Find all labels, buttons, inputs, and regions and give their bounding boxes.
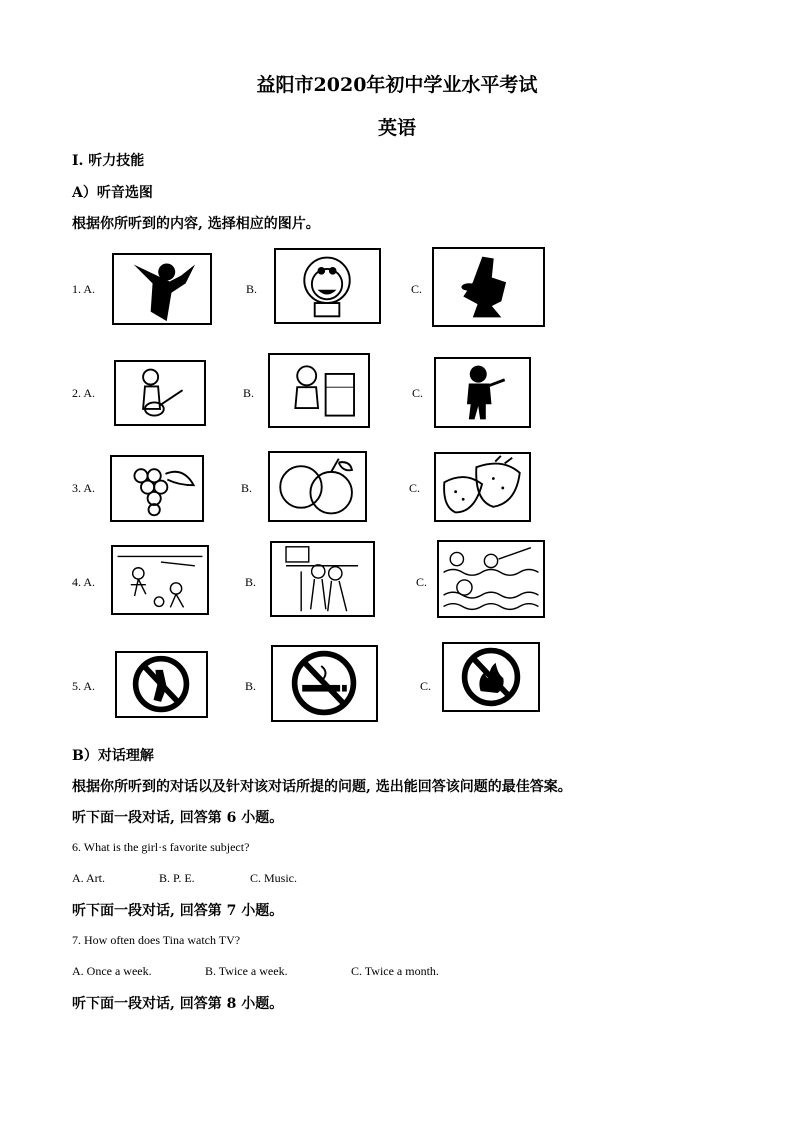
listen-instruction-7: 听下面一段对话, 回答第 7 小题。 — [72, 903, 284, 919]
dancer-silhouette-icon[interactable] — [112, 253, 212, 325]
question-7-options — [72, 964, 439, 979]
q3-label-a: 3. A. — [72, 481, 96, 495]
section-a-title: A）听音选图 — [72, 185, 153, 201]
question-6: 6. What is the girl·s favorite subject? — [72, 840, 250, 854]
q7-option-a[interactable]: A. Once a week. — [72, 964, 152, 978]
subject-title: 英语 — [377, 117, 416, 139]
q4-label-c: C. — [416, 575, 428, 589]
q3-label-c: C. — [409, 481, 421, 495]
piano-player-icon[interactable] — [268, 353, 370, 428]
no-smoking-icon[interactable] — [271, 645, 378, 722]
q3-label-b: B. — [241, 481, 253, 495]
guitar-player-icon[interactable] — [114, 360, 206, 426]
exam-title: 益阳市2020年初中学业水平考试 — [256, 74, 538, 96]
section-b-instruction: 根据你所听到的对话以及针对该对话所提的问题, 选出能回答该问题的最佳答案。 — [72, 779, 572, 795]
q2-label-c: C. — [412, 386, 424, 400]
q1-label-b: B. — [246, 282, 258, 296]
q2-label-a: 2. A. — [72, 386, 96, 400]
football-icon[interactable] — [111, 545, 209, 615]
question-6-options — [72, 871, 297, 886]
part1-title: Ⅰ. 听力技能 — [72, 153, 145, 169]
q1-label-c: C. — [411, 282, 423, 296]
q6-option-a[interactable]: A. Art. — [72, 871, 105, 885]
section-a-instruction: 根据你所听到的内容, 选择相应的图片。 — [72, 216, 320, 232]
doraemon-icon[interactable] — [274, 248, 381, 324]
q2-label-b: B. — [243, 386, 255, 400]
no-littering-icon[interactable] — [115, 651, 208, 718]
q5-label-b: B. — [245, 679, 257, 693]
q6-option-b[interactable]: B. P. E. — [159, 871, 195, 885]
question-7: 7. How often does Tina watch TV? — [72, 933, 241, 947]
q6-option-c[interactable]: C. Music. — [250, 871, 298, 885]
apples-icon[interactable] — [268, 451, 367, 522]
q7-option-b[interactable]: B. Twice a week. — [205, 964, 288, 978]
q5-label-c: C. — [420, 679, 432, 693]
grapes-icon[interactable] — [110, 455, 204, 522]
section-b-title: B）对话理解 — [72, 748, 154, 764]
violin-player-icon[interactable] — [434, 357, 531, 428]
listen-instruction-8: 听下面一段对话, 回答第 8 小题。 — [72, 996, 284, 1012]
q5-label-a: 5. A. — [72, 679, 96, 693]
swimming-icon[interactable] — [437, 540, 545, 618]
basketball-icon[interactable] — [270, 541, 375, 617]
q1-label-a: 1. A. — [72, 282, 96, 296]
donald-duck-icon[interactable] — [432, 247, 545, 327]
q4-label-b: B. — [245, 575, 257, 589]
no-fire-icon[interactable] — [442, 642, 540, 712]
q7-option-c[interactable]: C. Twice a month. — [351, 964, 439, 978]
strawberries-icon[interactable] — [434, 452, 531, 522]
listen-instruction-6: 听下面一段对话, 回答第 6 小题。 — [72, 810, 284, 826]
q4-label-a: 4. A. — [72, 575, 96, 589]
